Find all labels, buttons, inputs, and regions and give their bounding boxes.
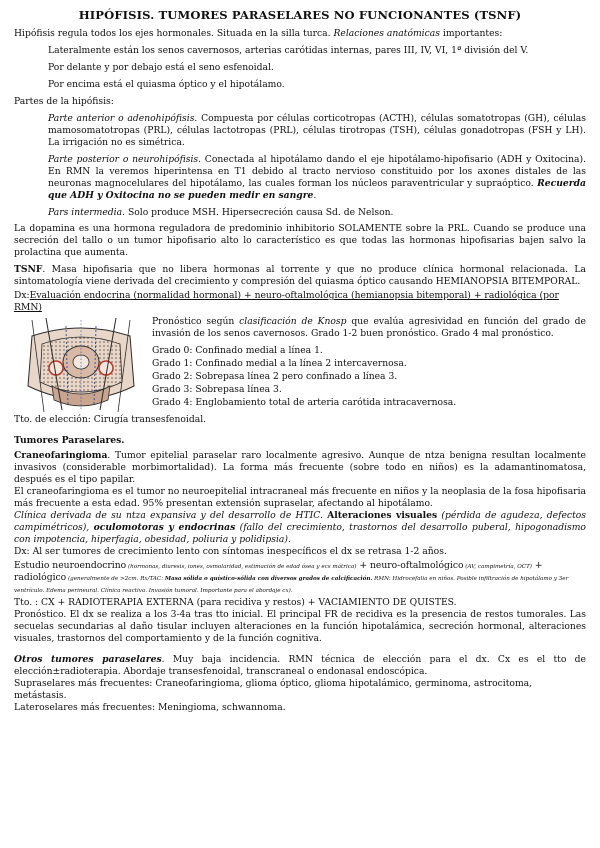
intro-em: Relaciones anatómicas — [333, 28, 440, 40]
anterior-text: . Compuesta por células corticotropas (ACTH), células somatotropas (GH), células mamosomatotropas (PRL), células lactotropas (PRL), células tirotropas (TSH), células gonadotropas (FSH y LH). La irrigación no es simétrica. — [48, 112, 586, 148]
estudio-paragraph — [14, 560, 586, 596]
knosp-prefix: Pronóstico según — [152, 316, 240, 328]
estudio-a: Estudio neuroendocrino — [14, 559, 127, 571]
intermedia-paragraph — [48, 207, 586, 219]
clinica-b: Alteraciones visuales — [327, 509, 438, 521]
pronostico-paragraph: Pronóstico. El dx se realiza a los 3-4a tras tto inicial. El principal FR de recidiva es la presencia de restos tumorales. Las secuelas secundarias al daño tisular incluyen alteraciones en la función hipotalámica, secreción hormonal, alteraciones visuales, trastornos del comportamiento y de la función cognitiva. — [14, 609, 586, 645]
estudio-d: (AV, campimetría, OCT) — [463, 563, 532, 570]
paraselares-heading — [14, 435, 586, 447]
intro-tail: importantes: — [439, 28, 503, 40]
intermedia-text: . Solo produce MSH. Hipersecreción causa Sd. de Nelson. — [122, 206, 394, 218]
grade-item: Grado 3: Sobrepasa línea 3. — [152, 383, 282, 395]
estudio-c: + neuro-oftalmológico — [356, 559, 464, 571]
otros-paragraph — [14, 654, 586, 678]
intermedia-label: Pars intermedia — [48, 206, 123, 218]
anterior-label: Parte anterior o adenohipófisis — [48, 112, 195, 124]
page-title: HIPÓFISIS. TUMORES PARASELARES NO FUNCIONANTES (TSNF) — [78, 8, 522, 22]
anterior-paragraph — [48, 113, 586, 149]
clinica-c: (pérdida de agudeza, defectos campimétricos), — [14, 509, 587, 533]
tsnf-label: TSNF — [14, 264, 43, 276]
cranio2-paragraph: El craneofaringioma es el tumor no neuroepitelial intracraneal más frecuente en niños y la neoplasia de la fosa hipofisaria más frecuente a esta edad. 95% presentan extensión supraselar, afectando al hipotálamo. — [14, 485, 586, 509]
clinica-a: Clínica derivada de su ntza expansiva y del desarrollo de HTIC. — [14, 509, 328, 521]
knosp-text: que evalúa agresividad en función del grado de invasión de los senos cavernosos. Grado 1-2 buen pronóstico. Grado 4 mal pronóstico. — [152, 316, 586, 340]
intro-paragraph — [14, 28, 586, 40]
dx-label: Dx: — [14, 290, 30, 302]
relation-item: Lateralmente están los senos cavernosos, arterias carótidas internas, pares III, IV, VI, 1ª división del V. — [48, 45, 529, 57]
cranio-label: Craneofaringioma — [14, 450, 108, 462]
posterior-note: Recuerda que ADH y Oxitocina no se pueden medir en sangre — [48, 177, 586, 201]
cranio-text: . Tumor epitelial paraselar raro localmente agresivo. Aunque de ntza benigna resultan localmente invasivos (considerable morbimortalidad). La forma más frecuente (sobre todo en niños) es la adamantinomatosa, después es el tipo papilar. — [14, 450, 586, 485]
dx-text: Evaluación endocrina (normalidad hormonal) + neuro-oftalmológica (hemianopsia bitemporal) + radiológica (por RMN) — [14, 290, 559, 314]
knosp-section — [14, 316, 586, 414]
otros-label: Otros tumores paraselares — [14, 654, 162, 666]
knosp-paragraph — [152, 316, 586, 340]
clinica-d: oculomotoras y endocrinas — [93, 521, 236, 533]
dopamina-paragraph: La dopamina es una hormona reguladora de predominio inhibitorio SOLAMENTE sobre la PRL. Cuando se produce una secreción del tallo o un tumor hipofisario alto lo característico es que todas las hormonas hipofisarias bajen salvo la prolactina que aumenta. — [14, 223, 586, 259]
paraselares-heading-text: Tumores Paraselares. — [14, 435, 125, 447]
tsnf-text: . Masa hipofisaria que no libera hormonas al torrente y que no produce clínica hormonal relacionada. La sintomatología viene derivada del crecimiento y compresión del quiasma óptico causando HEMIANOPSIA BITEMPORAL. — [14, 264, 586, 288]
estudio-g: Masa sólida o quístico-sólida con diversos grados de calcificación. — [164, 575, 373, 582]
posterior-label: Parte posterior o neurohipófisis — [48, 153, 199, 165]
intro-text: Hipófisis regula todos los ejes hormonales. Situada en la silla turca. — [14, 28, 334, 40]
posterior-text: . Conectada al hipotálamo dando el eje hipotálamo-hipofisario (ADH y Oxitocina). En RMN la veremos hiperintensa en T1 debido al tracto nervioso constituido por los axones distales de las neuronas magnocelulares del hipotálamo, las cuales forman los núcleos paraventricular y supraóptico. — [48, 153, 587, 189]
estudio-h: RMN: Hidrocefalia en niños. Posible infiltración de hipotálamo y 3er ventrículo. Edema perineural. Clínica reactiva. Invasión tumoral. Importante para el abordaje cx). — [14, 575, 569, 594]
parts-heading: Partes de la hipófisis: — [14, 95, 114, 107]
knosp-diagram-icon — [22, 316, 140, 414]
grade-item: Grado 2: Sobrepasa línea 2 pero confinado a línea 3. — [152, 370, 398, 382]
lateroselares-paragraph: Lateroselares más frecuentes: Meningioma, schwannoma. — [14, 702, 286, 714]
grade-item: Grado 0: Confinado medial a línea 1. — [152, 345, 323, 357]
posterior-end: . — [313, 189, 317, 201]
tsnf-paragraph — [14, 264, 586, 288]
cranio-paragraph — [14, 450, 586, 486]
estudio-b: (hormonas, diuresis, iones, osmolaridad, estimación de edad ósea y ecs mátrica) — [126, 563, 357, 570]
estudio-e: + radiológico — [14, 559, 543, 583]
supraselares-paragraph: Supraselares más frecuentes: Craneofaringioma, glioma óptico, glioma hipotalámico, germinoma, astrocitoma, metástasis. — [14, 678, 533, 702]
knosp-em: clasificación de Knosp — [239, 316, 347, 328]
dx-paragraph — [14, 290, 586, 314]
relation-item: Por encima está el quiasma óptico y el hipotálamo. — [48, 78, 285, 90]
knosp-text-block — [152, 316, 586, 414]
estudio-f: (generalmente de >2cm. Rx/TAC: — [66, 575, 165, 582]
dx2-paragraph: Dx: Al ser tumores de crecimiento lento con síntomas inespecíficos el dx se retrasa 1-2 años. — [14, 545, 447, 557]
grade-item: Grado 1: Confinado medial a la línea 2 intercavernosa. — [152, 357, 407, 369]
otros-text: . Muy baja incidencia. RMN técnica de elección para el dx. Cx es el tto de elección±radioterapia. Abordaje transesfenoidal, transcraneal o endonasal endoscópica. — [14, 654, 586, 678]
tto2-paragraph: Tto. : CX + RADIOTERAPIA EXTERNA (para recidiva y restos) + VACIAMIENTO DE QUISTES. — [14, 597, 457, 609]
tto-eleccion: Tto. de elección: Cirugía transesfenoidal. — [14, 414, 207, 426]
posterior-paragraph — [48, 154, 586, 202]
clinica-e: (fallo del crecimiento, trastornos del desarrollo puberal, hipogonadismo con impotencia, hiperfagia, obesidad, poliuria y polidipsia). — [14, 521, 586, 545]
relation-item: Por delante y por debajo está el seno esfenoidal. — [48, 61, 274, 73]
grade-item: Grado 4: Englobamiento total de arteria carótida intracavernosa. — [152, 396, 457, 408]
clinica-paragraph — [14, 510, 586, 546]
